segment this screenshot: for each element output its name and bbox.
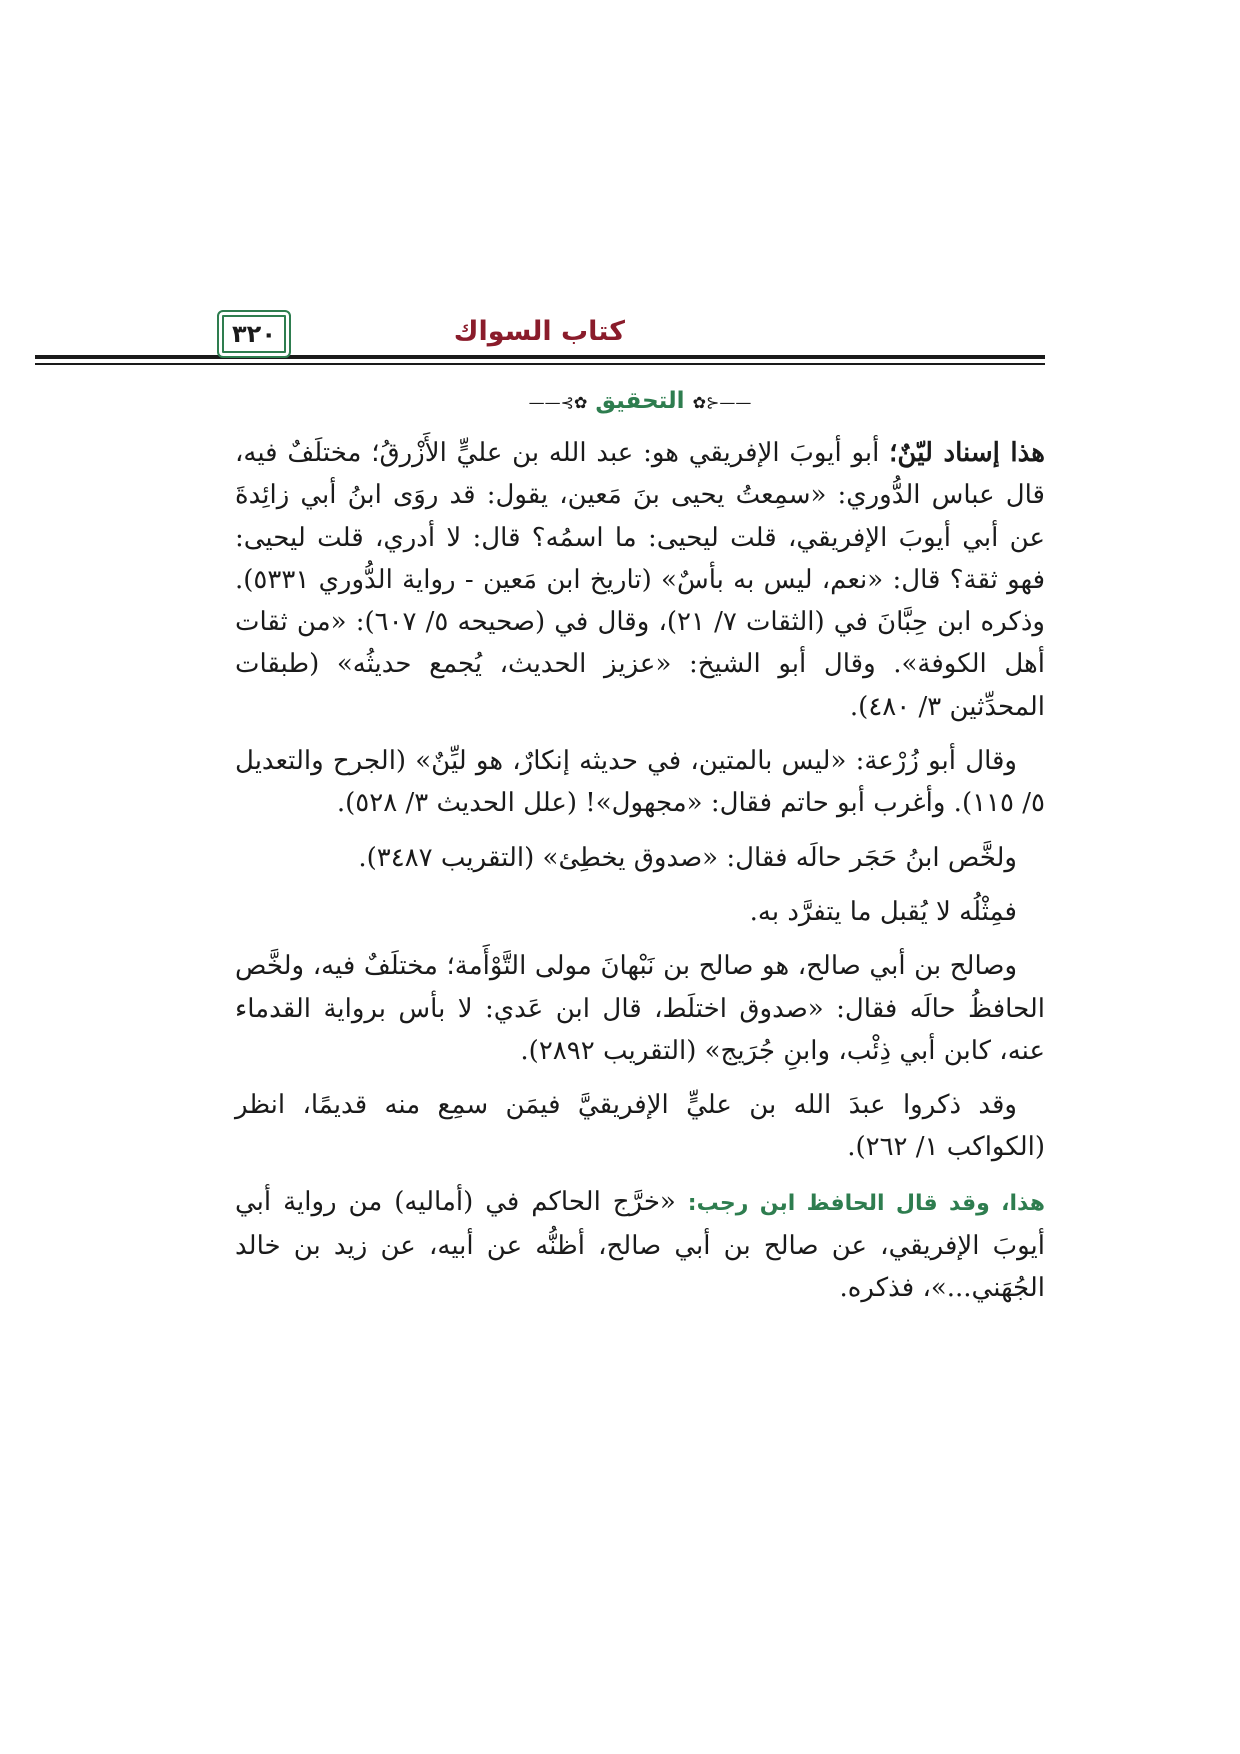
paragraph-text: أبو أيوبَ الإفريقي هو: عبد الله بن عليٍّ الأَزْرقُ؛ مختلَفٌ فيه، قال عباس الدُّوري: «سمِعتُ يحيى بنَ مَعين، يقول: قد روَى ابنُ أبي زائِدةَ عن أبي أيوبَ الإفريقي، قلت ليحيى: ما اسمُه؟ قال: لا أدري، قلت ليحيى: فهو ثقة؟ قال: «نعم، ليس به بأسٌ» (تاريخ ابن مَعين - رواية الدُّوري ٥٣٣١). وذكره ابن حِبَّانَ في (الثقات ٧/ ٢١)، وقال في (صحيحه ٥/ ٦٠٧): «من ثقات أهل الكوفة». وقال أبو الشيخ: «عزيز الحديث، يُجمع حديثُه» (طبقات المحدِّثين ٣/ ٤٨٠). [235,438,1045,722]
page-header [225,300,1045,390]
paragraph-lead: هذا، وقد قال الحافظ ابن رجب: [687,1190,1045,1216]
paragraph-text: وقال أبو زُرْعة: «ليس بالمتين، في حديثه إنكارٌ، هو ليِّنٌ» (الجرح والتعديل ٥/ ١١٥). وأغرب أبو حاتم فقال: «مجهول»! (علل الحديث ٣/ ٥٢٨). [235,746,1045,819]
paragraph-lead: هذا إسناد ليّنٌ؛ [889,438,1045,468]
paragraph [235,837,1045,879]
paragraph [235,740,1045,825]
paragraph-text: «خرَّج الحاكم في (أماليه) من رواية أبي أيوبَ الإفريقي، عن صالح بن أبي صالح، أظنُّه عن أبيه، عن زيد بن خالد الجُهَني...»، فذكره. [235,1186,1045,1304]
body-text [235,432,1045,1322]
book-title: كتاب السواك [453,316,625,347]
paragraph [235,891,1045,933]
paragraph-text: فمِثْلُه لا يُقبل ما يتفرَّد به. [749,896,1017,927]
page-number: ٣٢٠ [232,320,276,348]
ornament-left-icon: ——⊰✿ [692,393,752,412]
paragraph-text: وصالح بن أبي صالح، هو صالح بن نَبْهانَ مولى التَّوْأَمة؛ مختلَفٌ فيه، ولخَّص الحافظُ حالَه فقال: «صدوق اختلَط، قال ابن عَدي: لا بأس برواية القدماء عنه، كابن أبي ذِئْب، وابنِ جُرَيج» (التقريب ٢٨٩٢). [235,951,1045,1066]
ornament-right-icon: ✿⊱—— [528,393,588,412]
paragraph-text: وقد ذكروا عبدَ الله بن عليٍّ الإفريقيَّ فيمَن سمِع منه قديمًا، انظر (الكواكب ١/ ٢٦٢). [235,1090,1045,1163]
paragraph-text: ولخَّص ابنُ حَجَر حالَه فقال: «صدوق يخطِئ» (التقريب ٣٤٨٧). [358,842,1017,873]
page-number-frame [217,310,291,358]
paragraph [235,1084,1045,1169]
section-heading-text: التحقيق [595,388,685,414]
paragraph [235,945,1045,1072]
paragraph [235,432,1045,728]
paragraph [235,1181,1045,1310]
header-rule-thin [35,363,1045,365]
header-rule-thick [35,355,1045,359]
section-heading [415,388,865,414]
